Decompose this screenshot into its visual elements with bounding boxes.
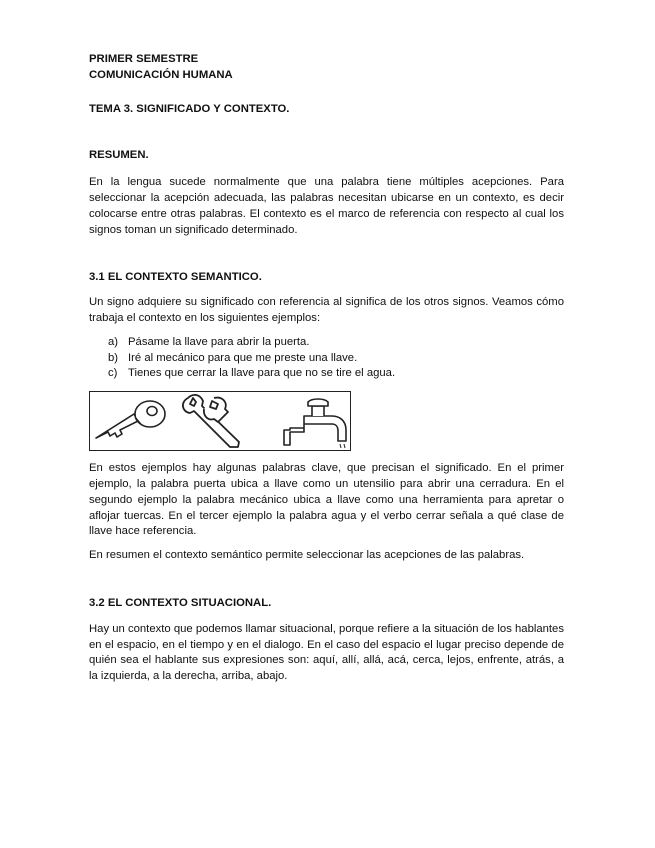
- key-icon: [96, 401, 165, 438]
- section-3-2-paragraph: Hay un contexto que podemos llamar situacional, porque refiere a la situación de los hablantes en el espacio, en el tiempo y en el dialogo. En el caso del espacio el lugar preciso depende de quién sea el hablante sus expresiones son: aquí, allí, allá, acá, cerca, lejos, enfrente, atrás, a la izquierda, a la derecha, arriba, abajo.: [89, 622, 564, 683]
- section-3-1-intro: Un signo adquiere su significado con referencia al significa de los otros signos. Veamos cómo trabaja el contexto en los siguientes ejemplos:: [89, 296, 564, 324]
- section-3-2-heading: 3.2 EL CONTEXTO SITUACIONAL.: [89, 596, 272, 609]
- list-item: a) Pásame la llave para abrir la puerta.: [108, 335, 310, 348]
- llave-figure: [89, 391, 351, 451]
- section-3-1-heading: 3.1 EL CONTEXTO SEMANTICO.: [89, 271, 262, 284]
- list-item: c) Tienes que cerrar la llave para que no se tire el agua.: [108, 367, 396, 380]
- faucet-icon: [284, 399, 346, 448]
- wrench-icon: [183, 395, 239, 447]
- semester-label: PRIMER SEMESTRE: [89, 53, 199, 65]
- section-3-1-summary: En resumen el contexto semántico permite seleccionar las acepciones de las palabras.: [89, 549, 525, 562]
- resumen-heading: RESUMEN.: [89, 149, 149, 162]
- document-page: [89, 52, 564, 685]
- topic-title: TEMA 3. SIGNIFICADO Y CONTEXTO.: [89, 102, 290, 115]
- list-item: b) Iré al mecánico para que me preste una llave.: [108, 351, 358, 364]
- resumen-paragraph: En la lengua sucede normalmente que una palabra tiene múltiples acepciones. Para seleccionar la acepción adecuada, las palabras necesitan ubicarse en un contexto, es decir colocarse entre otras palabras. El contexto es el marco de referencia con respecto al cual los signos toman un significado determinado.: [89, 176, 564, 236]
- course-title: COMUNICACIÓN HUMANA: [89, 68, 233, 81]
- section-3-1-explanation: En estos ejemplos hay algunas palabras clave, que precisan el significado. En el primer ejemplo, la palabra puerta ubica a llave como un utensilio para abrir una cerradura. En el segundo ejemplo la palabra mecánico ubica a llave como una herramienta para apretar o aflojar tuercas. En el tercer ejemplo la palabra agua y el verbo cerrar señala a qué clase de llave hace referencia.: [89, 462, 564, 538]
- examples-list: [89, 335, 564, 382]
